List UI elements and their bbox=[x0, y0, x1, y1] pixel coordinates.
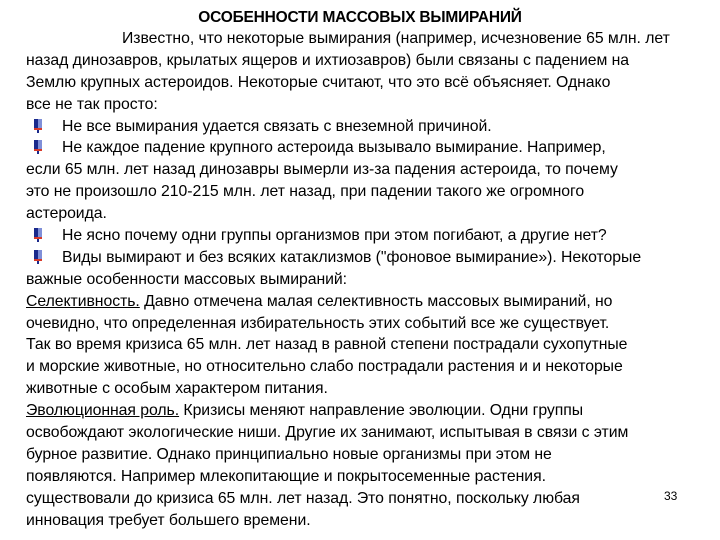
evolution-line: существовали до кризиса 65 млн. лет назад. Это понятно, поскольку любая bbox=[26, 489, 580, 507]
intro-line: Известно, что некоторые вымирания (например, исчезновение 65 млн. лет bbox=[122, 30, 670, 47]
bullet-continuation: астероида. bbox=[26, 205, 107, 223]
bullet-text: Не все вымирания удается связать с внеземной причиной. bbox=[62, 117, 492, 135]
bullet-continuation: если 65 млн. лет назад динозавры вымерли из-за падения астероида, то почему bbox=[26, 161, 618, 179]
evolution-line: освобождают экологические ниши. Другие их занимают, испытывая в связи с этим bbox=[26, 424, 629, 442]
pushpin-bullet-icon bbox=[32, 250, 44, 264]
page-title: ОСОБЕННОСТИ МАССОВЫХ ВЫМИРАНИЙ bbox=[198, 9, 522, 26]
slide-body bbox=[26, 28, 720, 531]
bullet-item bbox=[26, 116, 720, 138]
evolution-paragraph bbox=[26, 400, 720, 422]
evolution-line: бурное развитие. Однако принципиально новые организмы при этом не bbox=[26, 445, 552, 463]
selectivity-first-line: Давно отмечена малая селективность массовых вымираний, но bbox=[139, 292, 613, 310]
evolution-heading: Эволюционная роль. bbox=[26, 402, 180, 420]
selectivity-line: Так во время кризиса 65 млн. лет назад в равной степени пострадали сухопутные bbox=[26, 336, 628, 354]
selectivity-line: животные с особым характером питания. bbox=[26, 380, 328, 398]
bullet-continuation: важные особенности массовых вымираний: bbox=[26, 270, 348, 288]
bullet-item bbox=[26, 247, 720, 269]
intro-line: все не так просто: bbox=[26, 95, 158, 113]
pushpin-bullet-icon bbox=[32, 119, 44, 133]
page-number: 33 bbox=[664, 489, 678, 503]
bullet-text: Не ясно почему одни группы организмов при этом погибают, а другие нет? bbox=[62, 227, 607, 245]
bullet-continuation: это не произошло 210-215 млн. лет назад, при падении такого же огромного bbox=[26, 183, 585, 201]
pushpin-bullet-icon bbox=[32, 140, 44, 154]
pushpin-bullet-icon bbox=[32, 228, 44, 242]
bullet-item bbox=[26, 137, 720, 159]
evolution-line: инновация требует большего времени. bbox=[26, 511, 311, 529]
bullet-text: Виды вымирают и без всяких катаклизмов ("фоновое вымирание»). Некоторые bbox=[62, 248, 642, 266]
bullet-text: Не каждое падение крупного астероида вызывало вымирание. Например, bbox=[62, 139, 606, 157]
selectivity-paragraph bbox=[26, 291, 720, 313]
bullet-item bbox=[26, 225, 720, 247]
intro-line: назад динозавров, крылатых ящеров и ихтиозавров) были связаны с падением на bbox=[26, 51, 630, 69]
intro-line: Землю крупных астероидов. Некоторые считают, что это всё объясняет. Однако bbox=[26, 73, 611, 91]
evolution-line: появляются. Например млекопитающие и покрытосеменные растения. bbox=[26, 467, 546, 485]
selectivity-line: очевидно, что определенная избирательность этих событий все же существует. bbox=[26, 314, 610, 332]
selectivity-line: и морские животные, но относительно слабо пострадали растения и и некоторые bbox=[26, 358, 623, 376]
evolution-first-line: Кризисы меняют направление эволюции. Одни группы bbox=[179, 402, 584, 420]
selectivity-heading: Селективность. bbox=[26, 292, 140, 310]
